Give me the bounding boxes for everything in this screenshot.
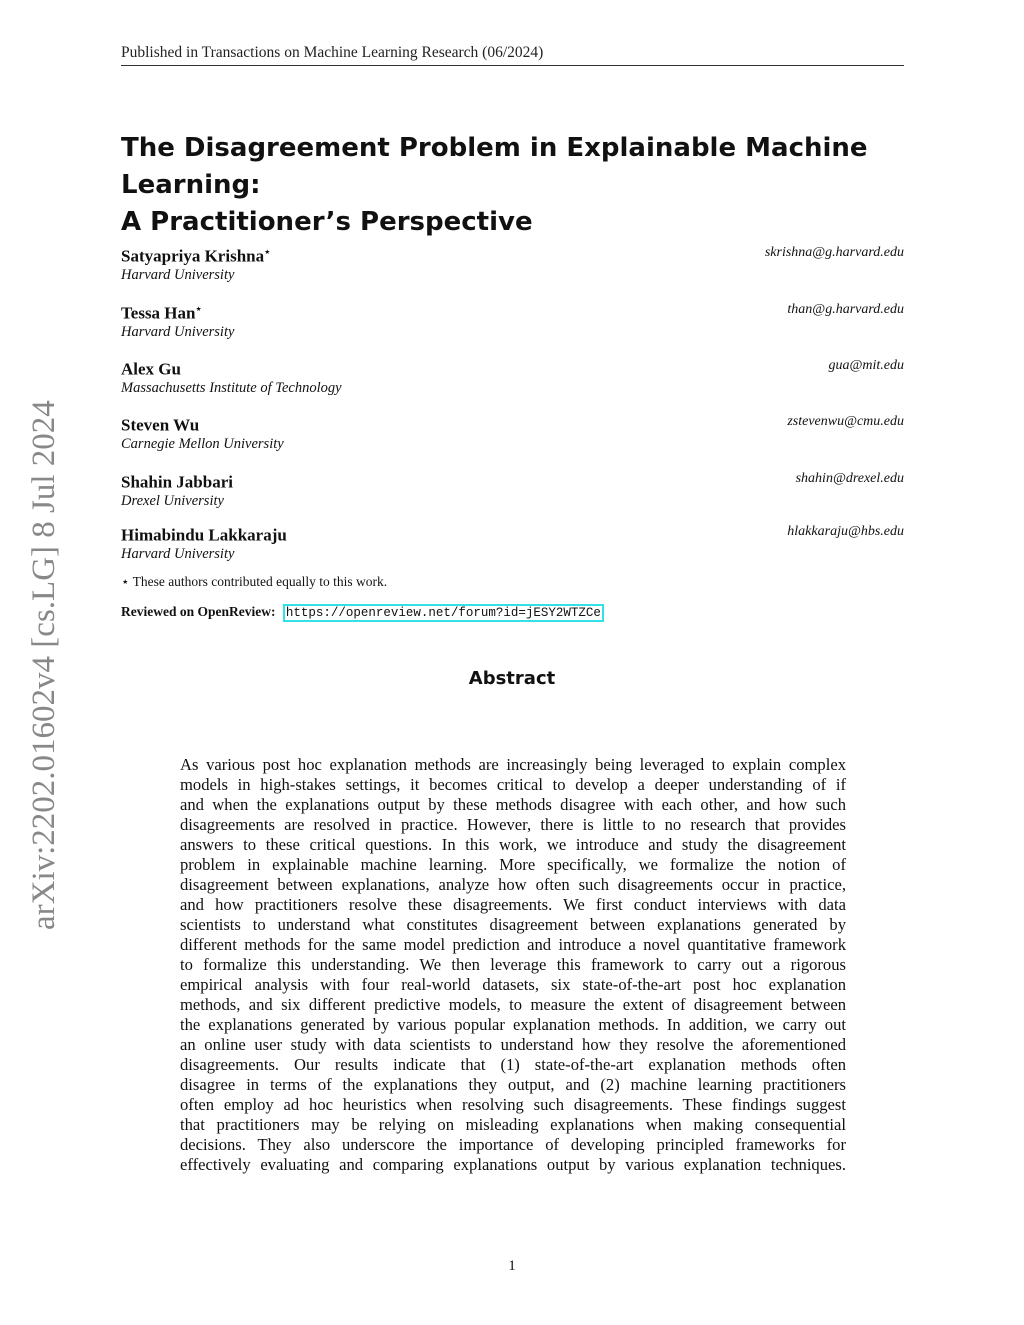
author-affiliation: Harvard University (121, 545, 235, 562)
abstract-line: effectively evaluating and comparing explanations output by various explanation techniques. (180, 1155, 846, 1174)
arxiv-stamp: arXiv:2202.01602v4 [cs.LG] 8 Jul 2024 (26, 400, 62, 930)
author-block (121, 301, 904, 342)
author-block (121, 413, 904, 454)
author-affiliation: Drexel University (121, 492, 224, 509)
abstract-line: the explanations generated by various popular explanation methods. In addition, we carry out (180, 1015, 846, 1034)
author-affiliation: Harvard University (121, 323, 235, 340)
abstract-line: to formalize this understanding. We then leverage this framework to carry out a rigorous (180, 955, 846, 974)
author-block (121, 470, 904, 511)
author-block (121, 357, 904, 398)
abstract-line: decisions. They also underscore the importance of developing principled frameworks for (180, 1135, 846, 1154)
paper-title (121, 130, 921, 241)
author-affiliation: Massachusetts Institute of Technology (121, 379, 342, 396)
abstract-line: and when the explanations output by these methods disagree with each other, and how such (180, 795, 846, 814)
author-name-text: Tessa Han (121, 303, 196, 323)
author-email[interactable]: skrishna@g.harvard.edu (764, 245, 904, 260)
abstract-line: disagreement between explanations, analyze how often such disagreements occur in practice, (180, 875, 846, 894)
abstract-heading: Abstract (468, 668, 556, 689)
author-name (121, 357, 904, 379)
abstract-line: disagreements. Our results indicate that (1) state-of-the-art explanation methods often (180, 1055, 846, 1074)
abstract-line: As various post hoc explanation methods are increasingly being leveraged to explain complex (180, 755, 846, 774)
title-line: The Disagreement Problem in Explainable Machine Learning: (121, 133, 868, 200)
equal-contribution-footnote: ⋆ These authors contributed equally to this work. (121, 574, 388, 589)
author-affiliation: Carnegie Mellon University (121, 435, 284, 452)
author-name (121, 470, 904, 492)
author-name-text: Steven Wu (121, 415, 200, 435)
abstract-line: answers to these critical questions. In this work, we introduce and study the disagreement (180, 835, 846, 854)
abstract-line: disagreements are resolved in practice. However, there is little to no research that provides (180, 815, 846, 834)
author-name-text: Shahin Jabbari (121, 472, 233, 492)
abstract-line: methods, and six different predictive models, to measure the extent of disagreement between (180, 995, 846, 1014)
equal-contribution-mark: ⋆ (195, 304, 202, 315)
title-line: A Practitioner’s Perspective (121, 207, 533, 237)
author-email[interactable]: hlakkaraju@hbs.edu (787, 524, 904, 539)
author-email[interactable]: zstevenwu@cmu.edu (787, 414, 904, 429)
author-email[interactable]: shahin@drexel.edu (795, 471, 904, 486)
author-email[interactable]: than@g.harvard.edu (787, 302, 904, 317)
abstract-body (180, 755, 846, 1175)
abstract-line: often employ ad hoc heuristics when resolving such disagreements. These findings suggest (180, 1095, 846, 1114)
abstract-line: models in high-stakes settings, it becomes critical to develop a deeper understanding of if (180, 775, 846, 794)
abstract-line: that practitioners may be relying on misleading explanations when making consequential (180, 1115, 846, 1134)
author-email[interactable]: gua@mit.edu (828, 358, 904, 373)
author-name-text: Himabindu Lakkaraju (121, 525, 287, 545)
abstract-line: problem in explainable machine learning. More specifically, we formalize the notion of (180, 855, 846, 874)
author-name-text: Alex Gu (121, 359, 181, 379)
openreview-line (121, 604, 604, 620)
author-block (121, 244, 904, 285)
author-affiliation: Harvard University (121, 266, 235, 283)
equal-contribution-mark: ⋆ (264, 247, 271, 258)
abstract-line: different methods for the same model prediction and introduce a novel quantitative framework (180, 935, 846, 954)
abstract-line: an online user study with data scientists to understand how they resolve the aforementioned (180, 1035, 846, 1054)
author-block (121, 523, 904, 564)
abstract-line: and how practitioners resolve these disagreements. We first conduct interviews with data (180, 895, 846, 914)
abstract-line: disagree in terms of the explanations they output, and (2) machine learning practitioners (180, 1075, 846, 1094)
openreview-link[interactable]: https://openreview.net/forum?id=jESY2WTZCe (283, 604, 604, 622)
abstract-line: empirical analysis with four real-world datasets, six state-of-the-art post hoc explanation (180, 975, 846, 994)
running-header: Published in Transactions on Machine Learning Research (06/2024) (121, 44, 904, 66)
page-number: 1 (508, 1258, 516, 1274)
author-name-text: Satyapriya Krishna (121, 246, 265, 266)
abstract-line: scientists to understand what constitutes disagreement between explanations generated by (180, 915, 846, 934)
openreview-label: Reviewed on OpenReview: (121, 604, 276, 619)
